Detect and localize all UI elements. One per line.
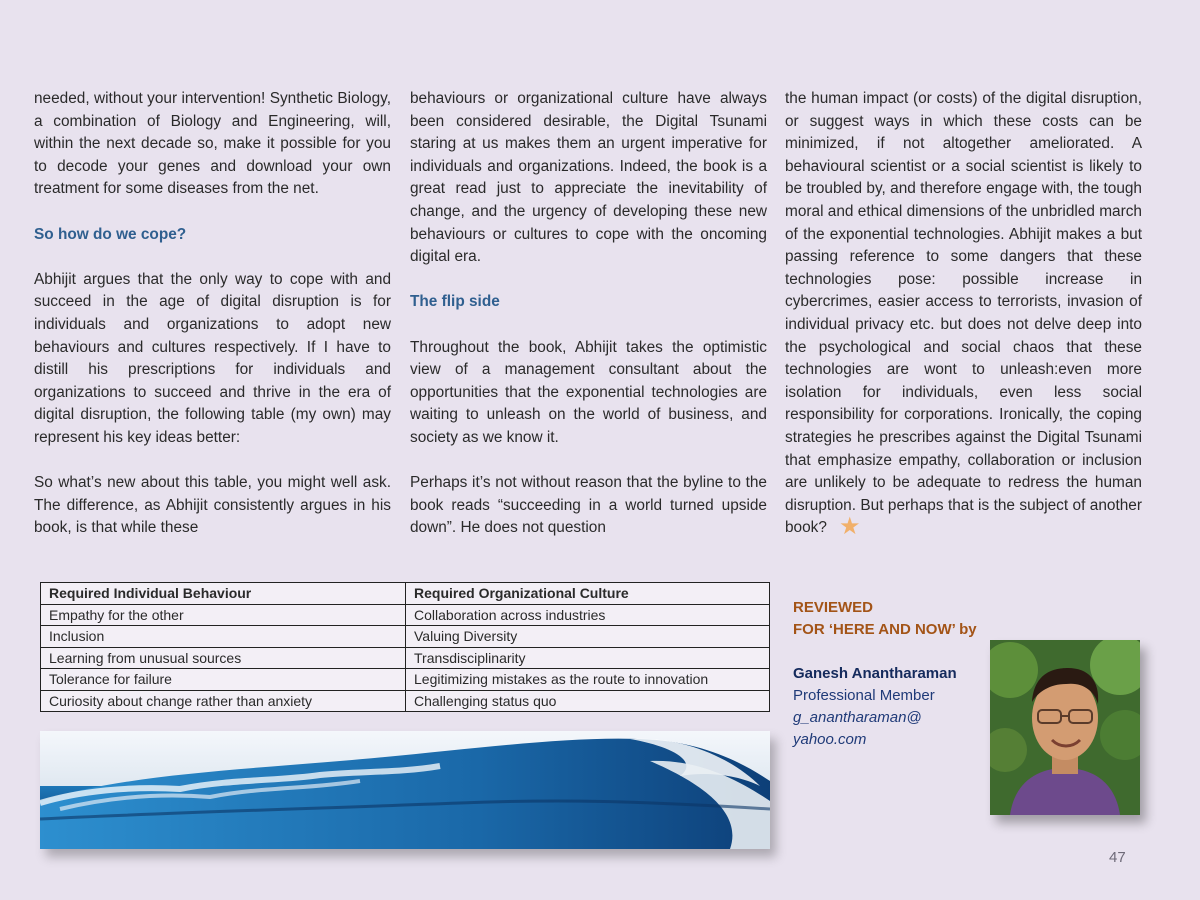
table-cell: Inclusion bbox=[41, 626, 406, 648]
section-heading-flip-side: The flip side bbox=[410, 293, 500, 311]
table-cell: Tolerance for failure bbox=[41, 669, 406, 691]
article-column-1 bbox=[34, 88, 391, 540]
table-cell: Legitimizing mistakes as the route to innovation bbox=[406, 669, 770, 691]
paragraph: So what’s new about this table, you might well ask. The difference, as Abhijit consistently argues in his book, is that while these bbox=[34, 474, 391, 537]
page-number: 47 bbox=[1109, 849, 1126, 866]
ideas-table bbox=[40, 582, 770, 712]
tsunami-wave-image bbox=[40, 731, 770, 849]
table-header: Required Individual Behaviour bbox=[41, 583, 406, 605]
reviewed-line: FOR ‘HERE AND NOW’ by bbox=[793, 621, 977, 638]
reviewed-label bbox=[793, 597, 977, 641]
table-header-row bbox=[41, 583, 770, 605]
paragraph: Throughout the book, Abhijit takes the optimistic view of a management consultant about the opportunities that the exponential technologies are waiting to unleash on the world of business, and society as we know it. bbox=[410, 338, 767, 446]
reviewer-photo bbox=[990, 640, 1140, 815]
paragraph-text: the human impact (or costs) of the digital disruption, or suggest ways in which these costs can be minimized, if not altogether ameliorated. A behavioural scientist or a social scientist is likely to be troubled by, and therefore engage with, the tough moral and ethical dimensions of the unbridled march of the exponential technologies. Abhijit makes a but passing reference to some dangers that these technologies pose: possible increase in cybercrimes, easier access to terrorists, invasion of individual privacy etc. but does not delve deep into the psychological and social chaos that these technologies are wont to unleash:even more isolation for individuals, even less social responsibility for corporations. Ironically, the coping strategies he prescribes against the Digital Tsunami that emphasize empathy, collaboration or inclusion are unlikely to be adequate to redress the human disruption. But perhaps that is the subject of another book? bbox=[785, 90, 1142, 537]
table-cell: Challenging status quo bbox=[406, 690, 770, 712]
table-cell: Learning from unusual sources bbox=[41, 647, 406, 669]
reviewer-info bbox=[793, 663, 957, 751]
reviewer-role: Professional Member bbox=[793, 687, 935, 704]
paragraph: Perhaps it’s not without reason that the byline to the book reads “succeeding in a world turned upside down”. He does not question bbox=[410, 474, 767, 537]
paragraph: Abhijit argues that the only way to cope with and succeed in the age of digital disruption is for individuals and organizations to adopt new behaviours and cultures respectively. If I have to distill his prescriptions for individuals and organizations to succeed and thrive in the era of digital disruption, the following table (my own) may represent his key ideas better: bbox=[34, 270, 391, 446]
paragraph: behaviours or organizational culture have always been considered desirable, the Digital Tsunami staring at us makes them an urgent imperative for individuals and organizations. Indeed, the book is a great read just to appreciate the inevitability of change, and the urgency of developing these new behaviours or cultures to cope with the oncoming digital era. bbox=[410, 90, 767, 266]
table-cell: Valuing Diversity bbox=[406, 626, 770, 648]
paragraph bbox=[785, 88, 1142, 540]
table-row bbox=[41, 690, 770, 712]
star-icon: ★ bbox=[838, 513, 861, 541]
table-cell: Transdisciplinarity bbox=[406, 647, 770, 669]
table-row bbox=[41, 669, 770, 691]
reviewer-email: g_anantharaman@ bbox=[793, 709, 922, 726]
reviewed-line: REVIEWED bbox=[793, 599, 874, 616]
table-row bbox=[41, 626, 770, 648]
table-cell: Empathy for the other bbox=[41, 604, 406, 626]
table-row bbox=[41, 604, 770, 626]
table-header: Required Organizational Culture bbox=[406, 583, 770, 605]
table-cell: Collaboration across industries bbox=[406, 604, 770, 626]
article-column-2 bbox=[410, 88, 767, 540]
reviewer-email: yahoo.com bbox=[793, 731, 867, 748]
table-row bbox=[41, 647, 770, 669]
table-cell: Curiosity about change rather than anxiety bbox=[41, 690, 406, 712]
section-heading-cope: So how do we cope? bbox=[34, 225, 187, 243]
reviewer-name: Ganesh Anantharaman bbox=[793, 665, 957, 682]
article-column-3 bbox=[785, 88, 1142, 540]
paragraph: needed, without your intervention! Synthetic Biology, a combination of Biology and Engineering, will, within the next decade so, make it possible for you to decode your genes and download your own treatment for some diseases from the net. bbox=[34, 90, 391, 198]
